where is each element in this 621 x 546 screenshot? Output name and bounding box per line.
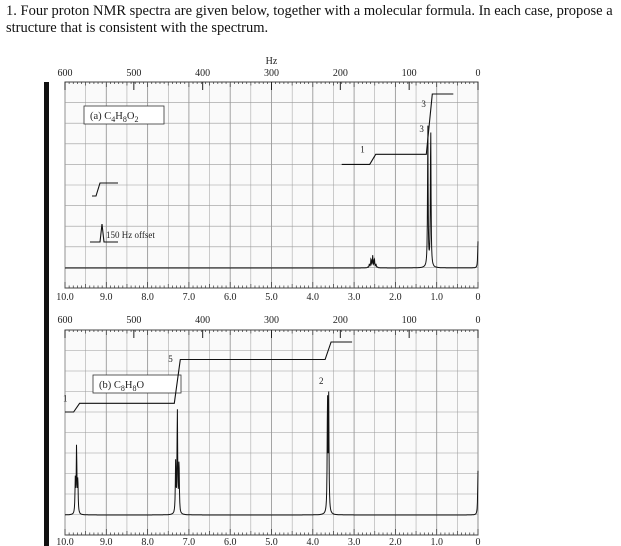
hz-tick-label: 300 [264,315,279,326]
ppm-tick-label: 5.0 [265,537,278,546]
formula-label: (a) $C_4H_8O_2$ [90,111,139,124]
hz-tick-label: 0 [475,315,481,326]
ppm-tick-label: 2.0 [389,537,402,546]
ppm-tick-label: 7.0 [182,292,196,303]
ppm-tick-label: 1.0 [430,292,443,303]
offset-label: 150 Hz offset [106,230,155,240]
integral-label: 2 [319,375,324,386]
grid-lines [62,330,478,535]
ppm-tick-label: 8.0 [141,537,154,546]
ppm-tick-label: 4.0 [306,537,320,546]
hz-tick-label: 400 [195,68,211,79]
integral-label: 5 [168,353,173,364]
hz-tick-label: 100 [401,315,417,326]
ppm-tick-label: 3.0 [347,292,361,303]
formula-label: (b) $C_8H_8O$ [99,380,145,393]
ppm-tick-label: 6.0 [223,537,237,546]
hz-tick-label: 100 [401,68,417,79]
integral-label: 1 [360,144,365,155]
ppm-tick-label: 7.0 [182,537,196,546]
integral-label: 3 [421,99,426,110]
ppm-tick-label: 5.0 [265,292,278,303]
ppm-tick-label: 1.0 [430,537,443,546]
ppm-tick-label: 4.0 [306,292,320,303]
hz-tick-label: 200 [332,315,348,326]
integral-label: 1 [62,393,68,404]
ppm-tick-label: 0 [475,537,481,546]
hz-tick-label: 300 [264,68,279,79]
ppm-tick-label: 10.0 [56,537,74,546]
hz-tick-label: 200 [332,68,348,79]
ppm-tick-label: 6.0 [223,292,237,303]
ppm-tick-label: 9.0 [100,292,113,303]
ppm-tick-label: 0 [475,292,481,303]
hz-tick-label: 500 [126,68,142,79]
ppm-tick-label: 2.0 [389,292,402,303]
ppm-tick-label: 10.0 [56,292,74,303]
integral-label: 3 [419,124,424,135]
nmr-spectrum-a [56,56,480,303]
hz-tick-label: 500 [126,315,142,326]
hz-tick-label: 400 [195,315,211,326]
question-text: 1. Four proton NMR spectra are given below, together with a molecular formula. In each case, propose a structure that is consistent with the spectrum. [6,3,613,36]
hz-tick-label: 600 [57,68,73,79]
hz-tick-label: 600 [57,315,73,326]
ppm-tick-label: 9.0 [100,537,113,546]
hz-axis-label: Hz [265,56,278,67]
nmr-spectrum-b [56,315,480,546]
hz-tick-label: 0 [475,68,481,79]
ppm-tick-label: 3.0 [347,537,361,546]
ppm-tick-label: 8.0 [141,292,154,303]
